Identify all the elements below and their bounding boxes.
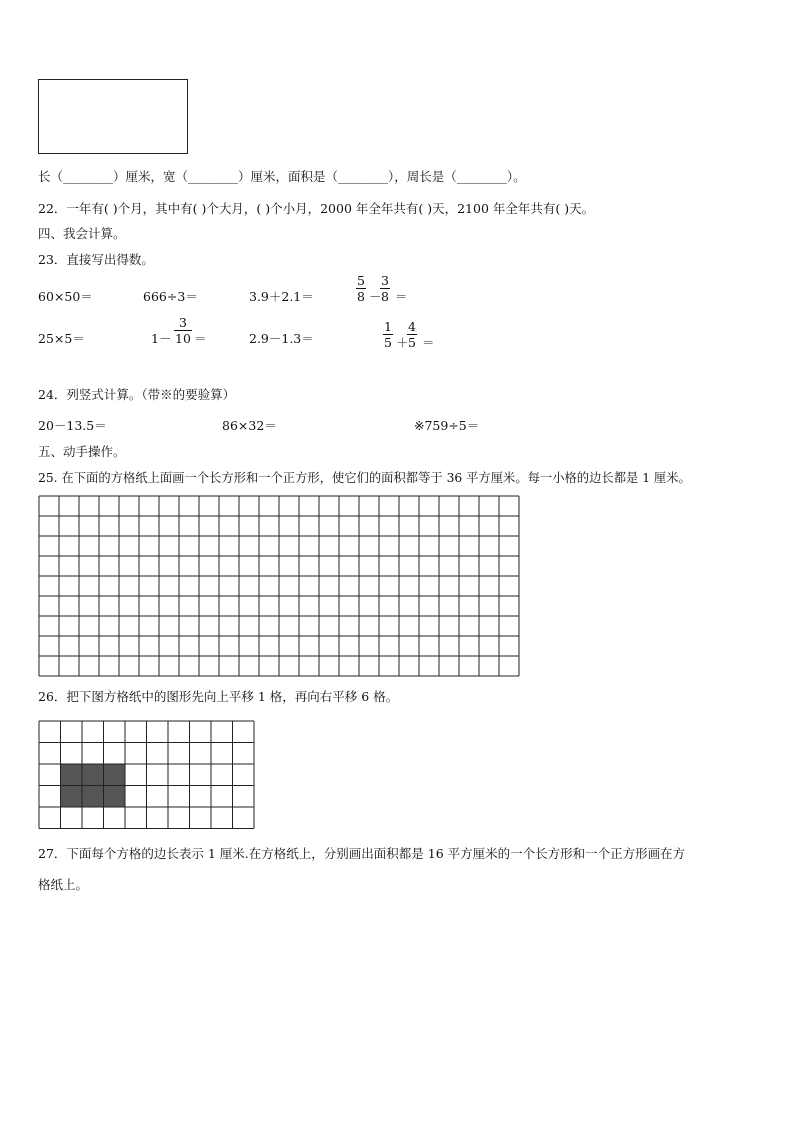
q23-item-4: 25×5＝ [38, 331, 85, 346]
minus-sign: － [369, 289, 382, 304]
equals-sign: ＝ [422, 335, 435, 350]
fraction-numerator: 3 [381, 273, 389, 288]
fraction-5-8 [356, 273, 366, 304]
q27-line-2: 格纸上。 [38, 877, 89, 892]
section5-title: 五、动手操作。 [38, 444, 126, 459]
q27-line-1: 27．下面每个方格的边长表示 1 厘米.在方格纸上，分别画出面积都是 16 平方厘米的一个长方形和一个正方形画在方 [38, 846, 686, 861]
fraction-numerator: 4 [408, 319, 416, 334]
fraction-denominator: 5 [384, 335, 392, 350]
one-minus: 1－ [151, 331, 172, 346]
width-blank[interactable]: ________ [188, 169, 239, 184]
section4-title: 四、我会计算。 [38, 226, 126, 241]
q23-title: 23．直接写出得数。 [38, 252, 154, 267]
fraction-denominator: 8 [381, 289, 389, 304]
q21-line [38, 167, 526, 185]
q23-item-3: 3.9＋2.1＝ [249, 289, 314, 304]
fraction-3-10 [174, 315, 192, 346]
q24-item-2: 86×32＝ [222, 418, 277, 433]
q23-item-2: 666÷3＝ [143, 289, 198, 304]
plus-sign: ＋ [396, 335, 409, 350]
q26-text: 26．把下图方格纸中的图形先向上平移 1 格，再向右平移 6 格。 [38, 689, 399, 704]
fraction-denominator: 5 [408, 335, 416, 350]
fraction-1-5 [383, 319, 393, 350]
equals-sign: ＝ [395, 289, 408, 304]
width-label: ）厘米，宽（ [113, 169, 189, 184]
grid-paper-26[interactable] [38, 720, 258, 830]
length-label: 长（ [38, 169, 64, 184]
fraction-denominator: 8 [357, 289, 365, 304]
q24-item-1: 20－13.5＝ [38, 418, 107, 433]
fraction-4-5 [407, 319, 417, 350]
rectangle-figure [38, 79, 188, 154]
q23-item-1: 60×50＝ [38, 289, 93, 304]
equals-sign: ＝ [194, 331, 207, 346]
fraction-numerator: 5 [357, 273, 365, 288]
fraction-3-8 [380, 273, 390, 304]
grid-paper-25[interactable] [38, 495, 520, 677]
perimeter-label: ），周长是（ [388, 169, 457, 184]
fraction-numerator: 1 [384, 319, 392, 334]
q22-text: 22．一年有( )个月，其中有( )个大月，( )个小月，2000 年全年共有( )天，2100 年全年共有( )天。 [38, 201, 595, 216]
perimeter-blank[interactable]: ________ [456, 169, 507, 184]
fraction-denominator: 10 [175, 331, 191, 346]
q25-text: 25. 在下面的方格纸上面画一个长方形和一个正方形，使它们的面积都等于 36 平方厘米。每一小格的边长都是 1 厘米。 [38, 471, 691, 485]
q21-end: ）。 [506, 169, 526, 184]
q24-title: 24．列竖式计算。（带※的要验算） [38, 387, 236, 402]
q23-item-5: 2.9－1.3＝ [249, 331, 314, 346]
area-label: ）厘米，面积是（ [238, 169, 339, 184]
q24-item-3: ※759÷5＝ [414, 418, 480, 433]
length-blank[interactable]: ________ [63, 169, 114, 184]
area-blank[interactable]: ________ [338, 169, 389, 184]
fraction-numerator: 3 [174, 315, 192, 331]
